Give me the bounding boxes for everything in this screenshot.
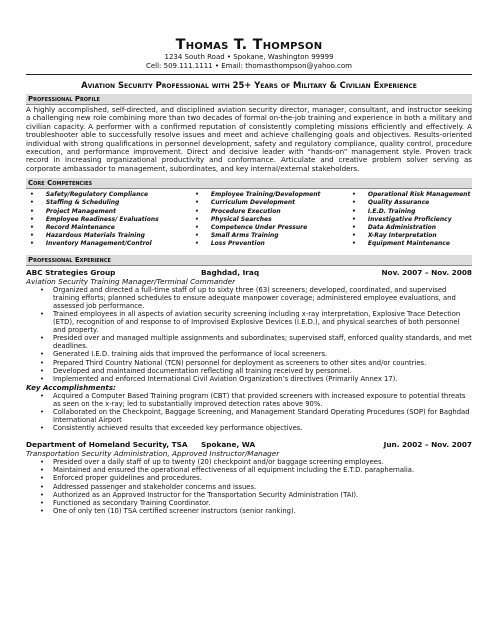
bullet-item: • Addressed passenger and stakeholder concerns and issues.	[26, 483, 472, 491]
experience-list	[26, 268, 472, 515]
bullet-list	[26, 458, 472, 515]
competency-item: • Procedure Execution	[191, 208, 348, 216]
bullet-item: • Presided over and managed multiple assignments and subordinates; supervised staff, enforced quality standards, and met deadlines.	[26, 334, 472, 350]
profile-heading: Professional Profile	[26, 94, 472, 105]
competency-item: • X-Ray Interpretation	[348, 232, 472, 240]
bullet-item: • Consistently achieved results that exceeded key performance objectives.	[26, 424, 472, 432]
experience-heading: Professional Experience	[26, 255, 472, 266]
resume-page	[26, 0, 472, 515]
competency-item: • Operational Risk Management	[348, 191, 472, 199]
employer-name: Department of Homeland Security, TSA	[26, 440, 188, 450]
competency-item: • I.E.D. Training	[348, 208, 472, 216]
employer-name: ABC Strategies Group	[26, 267, 116, 277]
header-divider	[26, 74, 472, 75]
bullet-item: • Collaborated on the Checkpoint, Baggage Screening, and Management Standard Operating Procedures (SOP) for Baghdad International Airport	[26, 408, 472, 424]
job-location: Baghdad, Iraq	[201, 267, 260, 277]
profile-text: A highly accomplished, self-directed, and disciplined aviation security director, manager, consultant, and instructor seeking a challenging new role combining more than two decades of formal on-the-job training and experience in both a military and civilian capacity. A performer with a confirmed reputation of consistently completing missions efficiently and effectively. A troubleshooter able to successfully resolve issues and meet and achieve challenging goals and objectives. Results-oriented individual with strong qualifications in personnel development, safety and regulatory compliance, quality control, procedure execution, and performance improvement. Direct and decisive leader with “hands-on” management style. Proven track record in increasing organizational productivity and conformance. Articulate and creative problem solver serving as corporate ambassador to management, subordinates, and key internal/external stakeholders.	[26, 105, 472, 173]
competency-item: • Staffing & Scheduling	[26, 199, 191, 207]
bullet-item: • Maintained and ensured the operational effectiveness of all equipment including the E.T.D. paraphernalia.	[26, 466, 472, 474]
bullet-item: • Authorized as an Approved Instructor for the Transportation Security Administration (TAI).	[26, 491, 472, 499]
headline: Aviation Security Professional with 25+ Years of Military & Civilian Experience	[81, 80, 417, 90]
competency-item: • Equipment Maintenance	[348, 240, 472, 248]
job-dates: Jun. 2002 – Nov. 2007	[383, 440, 472, 450]
job-header	[26, 268, 472, 277]
competency-item: • Project Management	[26, 208, 191, 216]
job-location: Spokane, WA	[201, 440, 256, 450]
job-entry	[26, 268, 472, 433]
competency-item: • Curriculum Development	[191, 199, 348, 207]
bullet-item: • Implemented and enforced International Civil Aviation Organization’s directives (Primarily Annex 17).	[26, 375, 472, 383]
competency-item: • Small Arms Training	[191, 232, 348, 240]
job-dates: Nov. 2007 – Nov. 2008	[381, 267, 472, 277]
bullet-item: • Developed and maintained documentation reflecting all training received by personnel.	[26, 367, 472, 375]
bullet-item: • One of only ten (10) TSA certified screener instructors (senior ranking).	[26, 507, 472, 515]
bullet-list	[26, 392, 472, 432]
bullet-list	[26, 286, 472, 383]
competency-item: • Loss Prevention	[191, 240, 348, 248]
bullet-item: • Generated I.E.D. training aids that improved the performance of local screeners.	[26, 350, 472, 358]
bullet-item: • Organized and directed a full-time staff of up to sixty three (63) screeners; developed, coordinated, and supervised training efforts; planned schedules to ensure adequate manpower coverage; administered employee evaluations, and assessed job performance.	[26, 286, 472, 310]
competency-item: • Inventory Management/Control	[26, 240, 191, 248]
candidate-name: Thomas T. Thompson	[175, 37, 323, 53]
job-header	[26, 440, 472, 449]
competency-item: • Quality Assurance	[348, 199, 472, 207]
bullet-item: • Presided over a daily staff of up to twenty (20) checkpoint and/or baggage screening employees.	[26, 458, 472, 466]
competency-item: • Physical Searches	[191, 216, 348, 224]
competencies-grid	[26, 191, 472, 248]
bullet-item: • Prepared Third Country National (TCN) personnel for deployment as screeners to other sites and/or countries.	[26, 359, 472, 367]
competency-item: • Employee Training/Development	[191, 191, 348, 199]
job-title: Aviation Security Training Manager/Terminal Commander	[26, 276, 236, 286]
bullet-item: • Trained employees in all aspects of aviation security screening including x-ray interpretation, Explosive Trace Detection (ETD), recognition of and response to of Improvised Explosive Devices (I.E.D.), and physical searches of both personnel and property.	[26, 310, 472, 334]
competency-item: • Record Maintenance	[26, 224, 191, 232]
competency-item: • Hazardous Materials Training	[26, 232, 191, 240]
competency-item: • Competence Under Pressure	[191, 224, 348, 232]
bullet-item: • Enforced proper guidelines and procedures.	[26, 474, 472, 482]
address-line: 1234 South Road • Spokane, Washington 99999	[164, 53, 334, 61]
contact-line: Cell: 509.111.1111 • Email: thomasthompson@yahoo.com	[145, 62, 353, 70]
key-accomplishments-label: Key Accomplishments:	[26, 382, 116, 392]
bullet-item: • Functioned as secondary Training Coordinator.	[26, 499, 472, 507]
job-title: Transportation Security Administration, Approved Instructor/Manager	[26, 449, 280, 459]
job-entry	[26, 432, 472, 515]
bullet-item: • Acquired a Computer Based Training program (CBT) that provided screeners with increased exposure to potential threats as seen on the x-ray; led to substantially improved detection rates above 90%.	[26, 392, 472, 408]
competency-item: • Investigative Proficiency	[348, 216, 472, 224]
competency-item: • Data Administration	[348, 224, 472, 232]
competency-item: • Employee Readiness/ Evaluations	[26, 216, 191, 224]
competency-item: • Safety/Regulatory Compliance	[26, 191, 191, 199]
competencies-heading: Core Competencies	[26, 178, 472, 189]
